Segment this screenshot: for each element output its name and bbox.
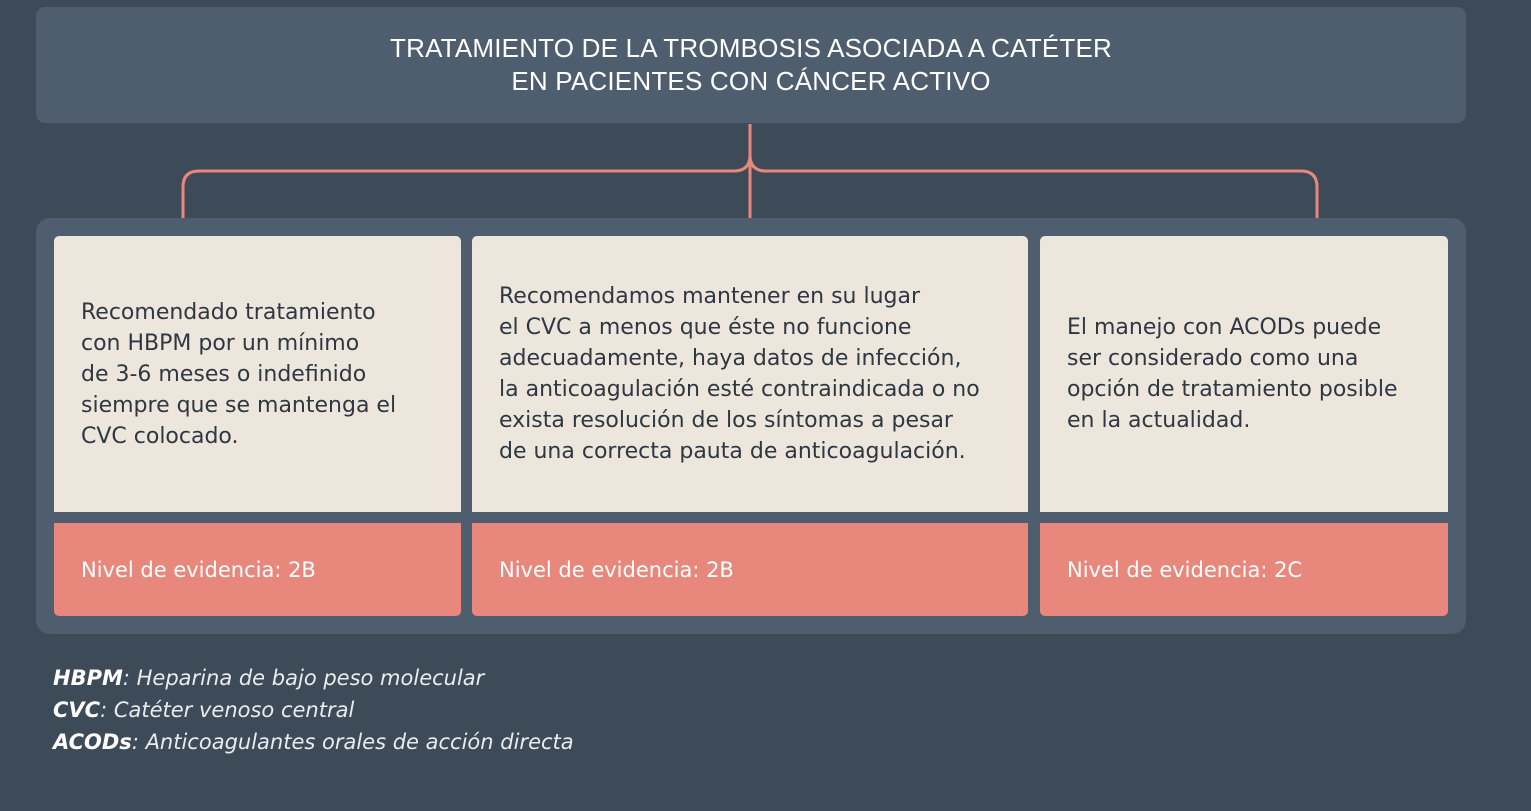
recommendation-card-1: [54, 236, 461, 616]
legend-row: [53, 726, 574, 758]
legend-row: [53, 694, 574, 726]
legend-abbr: HBPM: [53, 666, 123, 690]
recommendation-text: Recomendamos mantener en su lugar el CVC a menos que éste no funcione adecuadamente, haya datos de infección, la anticoagulación esté contraindicada o no exista resolución de los síntomas a pesar de una correcta pauta de anticoagulación.: [499, 284, 980, 464]
abbreviations-legend: [53, 662, 574, 758]
legend-definition: : Catéter venoso central: [100, 698, 355, 722]
recommendation-text: Recomendado tratamiento con HBPM por un mínimo de 3-6 meses o indefinido siempre que se mantenga el CVC colocado.: [81, 299, 397, 449]
recommendation-card-2: [472, 236, 1028, 616]
legend-abbr: CVC: [53, 698, 101, 722]
evidence-band: [472, 523, 1028, 616]
recommendation-text: El manejo con ACODs puede ser considerado como una opción de tratamiento posible en la actualidad.: [1067, 315, 1398, 433]
legend-abbr: ACODs: [53, 730, 132, 754]
card-body: [472, 236, 1028, 512]
card-body: [54, 236, 461, 512]
evidence-level: Nivel de evidencia: 2B: [81, 557, 316, 582]
legend-definition: : Anticoagulantes orales de acción directa: [131, 730, 574, 754]
title-line-2: EN PACIENTES CON CÁNCER ACTIVO: [511, 66, 991, 96]
evidence-band: [1040, 523, 1448, 616]
title-line-1: TRATAMIENTO DE LA TROMBOSIS ASOCIADA A CATÉTER: [390, 33, 1112, 63]
legend-row: [53, 662, 574, 694]
evidence-band: [54, 523, 461, 616]
evidence-level: Nivel de evidencia: 2C: [1067, 557, 1303, 582]
card-body: [1040, 236, 1448, 512]
recommendation-card-3: [1040, 236, 1448, 616]
legend-definition: : Heparina de bajo peso molecular: [122, 666, 485, 690]
evidence-level: Nivel de evidencia: 2B: [499, 557, 734, 582]
